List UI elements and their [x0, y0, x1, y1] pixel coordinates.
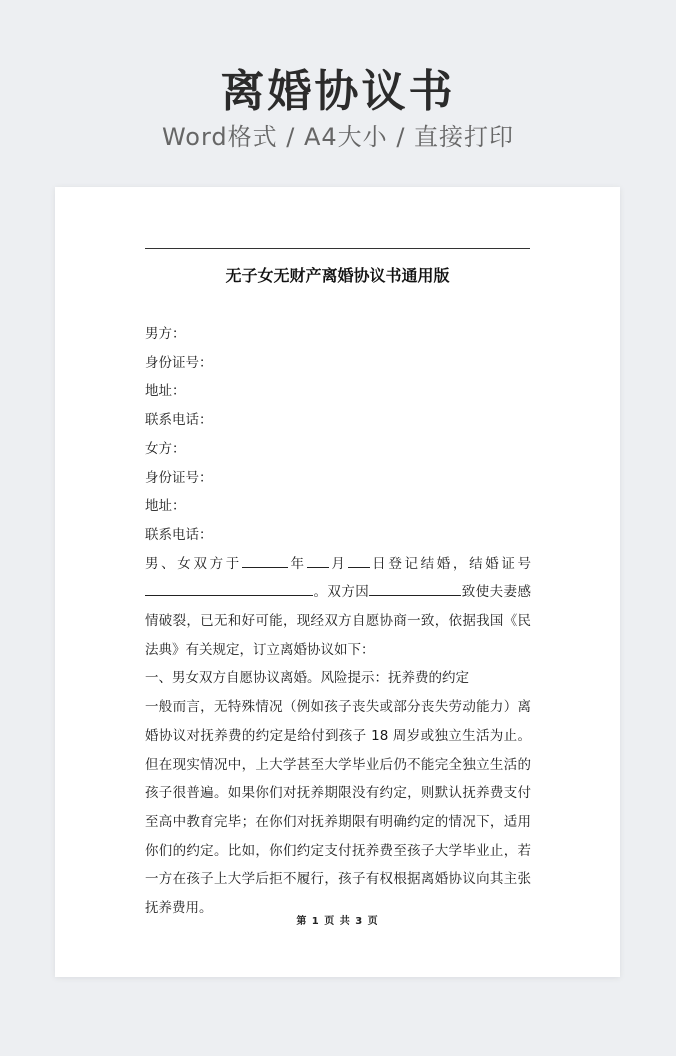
- document-page: [55, 187, 620, 977]
- document-title: 无子女无财产离婚协议书通用版: [225, 266, 450, 285]
- document-body: [145, 320, 531, 923]
- intro-text-1: 男、女双方于: [145, 555, 242, 572]
- intro-paragraph: [145, 550, 531, 665]
- field-husband: 男方：: [145, 326, 186, 342]
- section-1-heading: 一、男女双方自愿协议离婚。风险提示：抚养费的约定: [145, 670, 469, 687]
- field-wife-address: 地址：: [145, 498, 186, 515]
- blank-reason: [369, 581, 461, 596]
- intro-text-2: 年: [287, 555, 307, 572]
- header-rule: [145, 248, 530, 249]
- banner-subtitle: Word格式 / A4大小 / 直接打印: [161, 123, 515, 151]
- intro-text-3: 月: [328, 555, 348, 572]
- page-footer: 第 1 页 共 3 页: [296, 916, 379, 927]
- field-husband-id: 身份证号：: [145, 354, 213, 371]
- intro-text-5: 。双方因: [313, 584, 370, 601]
- blank-certificate-number: [145, 581, 313, 596]
- blank-year: [242, 553, 288, 568]
- section-1-body: 一般而言，无特殊情况（例如孩子丧失或部分丧失劳动能力）离婚协议对抚养费的约定是给付到孩子 18 周岁或独立生活为止。但在现实情况中，上大学甚至大学毕业后仍不能完全独立生活的孩子很普遍。如果你们对抚养期限没有约定，则默认抚养费支付至高中教育完毕；在你们对抚养期限有明确约定的情况下，适用你们的约定。比如，你们约定支付抚养费至孩子大学毕业止，若一方在孩子上大学后拒不履行，孩子有权根据离婚协议向其主张抚养费用。: [145, 699, 531, 917]
- intro-text-4: 日登记结婚，结婚证号: [369, 555, 532, 572]
- intro-text-6: 致使夫妻感情破裂，已无和好可能，现经双方自愿协商一致，依据我国《民法典》有关规定，订立离婚协议如下：: [145, 584, 531, 658]
- blank-day: [348, 553, 370, 568]
- field-husband-address: 地址：: [145, 383, 186, 400]
- blank-month: [307, 553, 329, 568]
- field-husband-phone: 联系电话：: [145, 412, 213, 429]
- field-wife-id: 身份证号：: [145, 469, 213, 486]
- banner-title: 离婚协议书: [220, 66, 456, 117]
- field-wife: 女方：: [145, 440, 186, 457]
- field-wife-phone: 联系电话：: [145, 526, 213, 543]
